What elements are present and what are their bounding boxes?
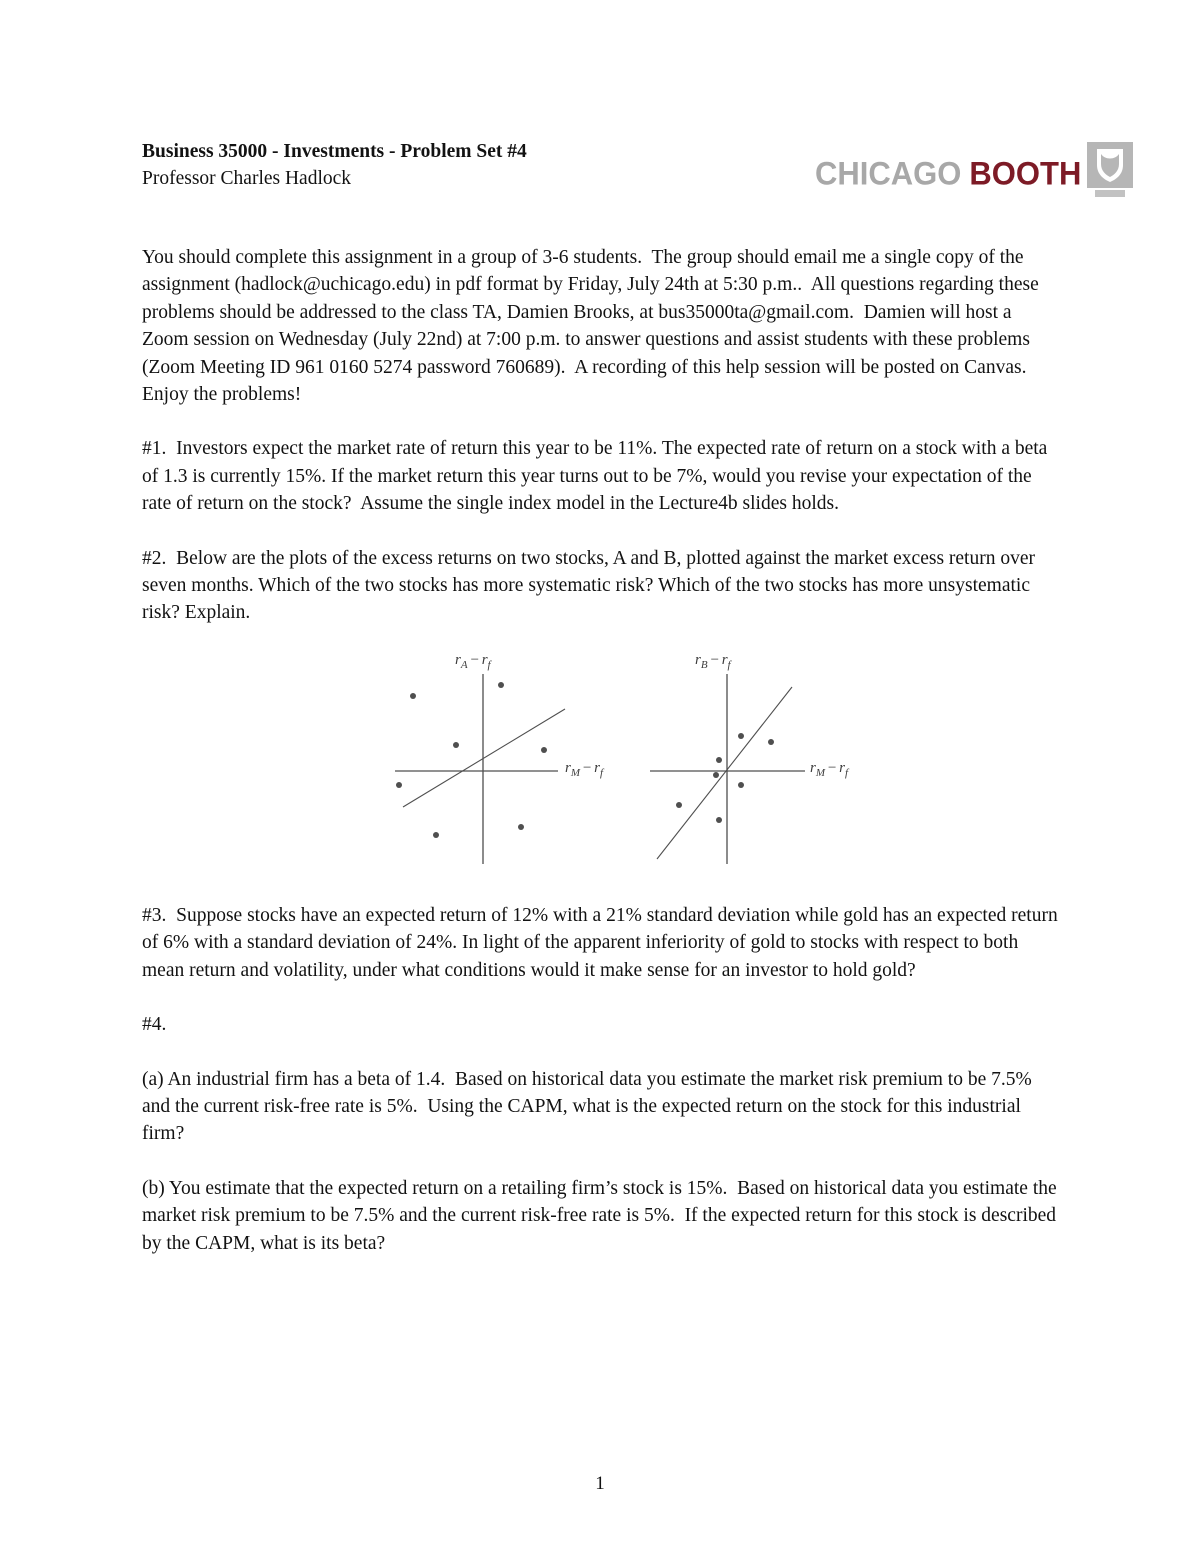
- excess-return-plot-stock-a: [385, 651, 665, 872]
- plot-b-x-axis-label: $r_M - r_f$: [810, 759, 849, 779]
- intro-paragraph: You should complete this assignment in a group of 3-6 students. The group should email me a single copy of the assignment (hadlock@uchicago.edu) in pdf format by Friday, July 24th at 5:30 p.m.. All questions regarding these problems should be addressed to the class TA, Damien Brooks, at bus35000ta@gmail.com. Damien will host a Zoom session on Wednesday (July 22nd) at 7:00 p.m. to answer questions and assist students with these problems (Zoom Meeting ID 961 0160 5274 password 760689). A recording of this help session will be posted on Canvas. Enjoy the problems!: [142, 247, 1044, 406]
- document-body: [142, 138, 1063, 1284]
- plot-a-x-axis-label: $r_M - r_f$: [565, 759, 604, 779]
- logo-booth-text: BOOTH: [969, 154, 1082, 192]
- logo-chicago-text: CHICAGO: [815, 154, 962, 192]
- document-title: Business 35000 - Investments - Problem Set #4: [142, 141, 527, 162]
- question-4a: (a) An industrial firm has a beta of 1.4. Based on historical data you estimate the market risk premium to be 7.5% and the current risk-free rate is 5%. Using the CAPM, what is the expected return on the stock for this industrial firm?: [142, 1068, 1037, 1145]
- page-number: 1: [595, 1473, 605, 1494]
- plot-a-y-axis-label: $r_A - r_f$: [455, 651, 491, 671]
- question-2: #2. Below are the plots of the excess returns on two stocks, A and B, plotted against the market excess return over seven months. Which of the two stocks has more systematic risk? Which of the two stocks has more unsystematic risk? Explain.: [142, 547, 1040, 624]
- document-author: Professor Charles Hadlock: [142, 168, 352, 189]
- question-4-label: #4.: [142, 1014, 167, 1036]
- plot-b-y-axis-label: $r_B - r_f$: [695, 651, 731, 671]
- question-3: #3. Suppose stocks have an expected return of 12% with a 21% standard deviation while gold has an expected return of 6% with a standard deviation of 24%. In light of the apparent inferiority of gold to stocks with respect to both mean return and volatility, under what conditions would it make sense for an investor to hold gold?: [142, 904, 1063, 981]
- question-1: #1. Investors expect the market rate of return this year to be 11%. The expected rate of return on a stock with a beta of 1.3 is currently 15%. If the market return this year turns out to be 7%, would you revise your expectation of the rate of return on the stock? Assume the single index model in the Lecture4b slides holds.: [142, 438, 1053, 515]
- scatter-plots-row: [142, 651, 1060, 872]
- excess-return-plot-stock-b: [645, 651, 925, 872]
- booth-crest-icon: [1087, 142, 1133, 205]
- question-4b: (b) You estimate that the expected return on a retailing firm’s stock is 15%. Based on historical data you estimate the market risk premium to be 7.5% and the current risk-free rate is 5%. If the expected return for this stock is described by the CAPM, what is its beta?: [142, 1177, 1062, 1254]
